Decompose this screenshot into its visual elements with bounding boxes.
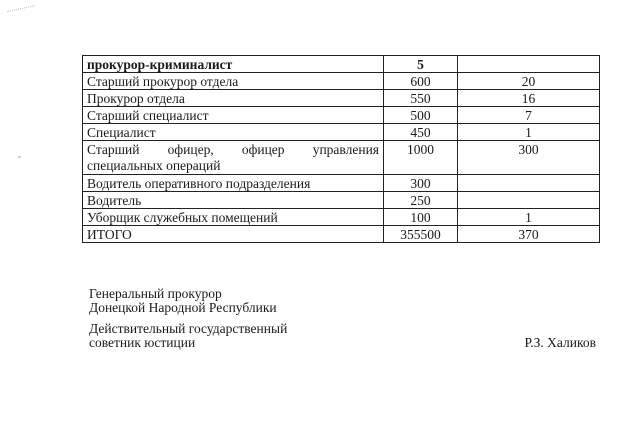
table-row-total [83, 226, 600, 243]
staff-table [82, 55, 600, 243]
table-row [83, 209, 600, 226]
signatory-rank-line: советник юстиции [89, 335, 196, 350]
count-value [458, 175, 600, 192]
position-name: Старший прокурор отдела [83, 73, 384, 90]
position-name: Водитель [83, 192, 384, 209]
salary-value: 600 [384, 73, 458, 90]
scan-artifact [18, 156, 21, 158]
position-name-line: специальных операций [87, 158, 221, 173]
table-row [83, 175, 600, 192]
salary-value: 450 [384, 124, 458, 141]
signatory-position-line: Донецкой Народной Республики [89, 300, 277, 315]
salary-value: 100 [384, 209, 458, 226]
signatory-rank-line: Действительный государственный [89, 321, 288, 336]
count-value: 16 [458, 90, 600, 107]
salary-value: 5 [384, 56, 458, 73]
salary-value: 250 [384, 192, 458, 209]
position-name: прокурор-криминалист [83, 56, 384, 73]
salary-value: 500 [384, 107, 458, 124]
position-name: Прокурор отдела [83, 90, 384, 107]
signatory-position-line: Генеральный прокурор [89, 286, 222, 301]
count-value: 20 [458, 73, 600, 90]
position-name: Уборщик служебных помещений [83, 209, 384, 226]
table-row [83, 73, 600, 90]
salary-value: 550 [384, 90, 458, 107]
table-row [83, 107, 600, 124]
position-name-line: Старший офицер, офицер управления [87, 142, 379, 157]
total-count-value: 370 [458, 226, 600, 243]
count-value: 7 [458, 107, 600, 124]
position-name: Старший специалист [83, 107, 384, 124]
table-row [83, 124, 600, 141]
table-row [83, 141, 600, 175]
count-value: 1 [458, 209, 600, 226]
salary-value: 300 [384, 175, 458, 192]
count-value [458, 56, 600, 73]
signatory-position [89, 287, 277, 315]
scan-artifact [7, 5, 37, 22]
total-salary-value: 355500 [384, 226, 458, 243]
table-row [83, 56, 600, 73]
signatory-name: Р.З. Халиков [524, 335, 596, 350]
count-value: 300 [458, 141, 600, 175]
table-row [83, 192, 600, 209]
position-name: Специалист [83, 124, 384, 141]
count-value [458, 192, 600, 209]
total-label: ИТОГО [83, 226, 384, 243]
position-name [83, 141, 384, 175]
table-row [83, 90, 600, 107]
signatory-rank [89, 322, 287, 350]
salary-value: 1000 [384, 141, 458, 175]
count-value: 1 [458, 124, 600, 141]
position-name: Водитель оперативного подразделения [83, 175, 384, 192]
